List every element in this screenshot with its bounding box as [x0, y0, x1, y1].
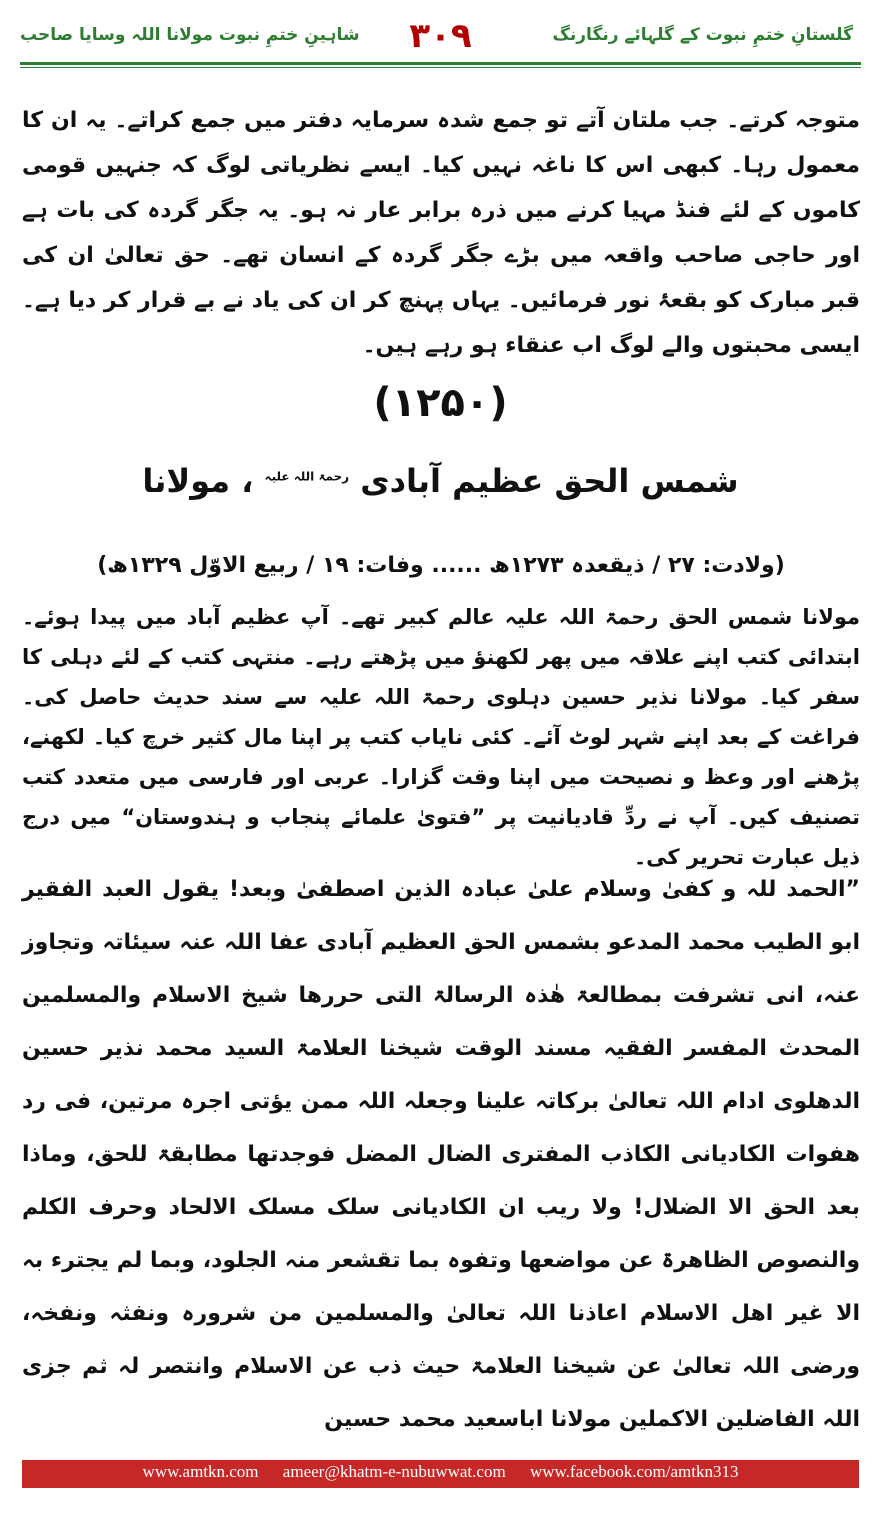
website-link[interactable]: www.amtkn.com	[142, 1462, 259, 1481]
entry-dates: (ولادت: ۲۷ / ذیقعدہ ۱۲۷۳ھ ...... وفات: ۱۹ / ربیع الاوّل ۱۳۲۹ھ)	[97, 553, 785, 578]
entry-title	[0, 462, 881, 500]
paragraph-biography: مولانا شمس الحق رحمۃ اللہ علیہ عالم کبیر تھے۔ آپ عظیم آباد میں پیدا ہوئے۔ ابتدائی کتب اپنے علاقہ میں پھر لکھنؤ میں پڑھتے رہے۔ منتہی کتب کے لئے دہلی کا سفر کیا۔ مولانا نذیر حسین دہلوی رحمۃ اللہ علیہ سے سند حدیث حاصل کی۔ فراغت کے بعد اپنے شہر لوٹ آئے۔ کئی نایاب کتب پر اپنا مال کثیر خرچ کیا۔ لکھنے، پڑھنے اور وعظ و نصیحت میں اپنا وقت گزارا۔ عربی اور فارسی میں متعدد کتب تصنیف کیں۔ آپ نے ردِّ قادیانیت پر ”فتویٰ علمائے پنجاب و ہندوستان“ میں درج ذیل عبارت تحریر کی۔	[22, 605, 860, 869]
page-number: ۳۰۹	[409, 16, 472, 56]
paragraph-intro: متوجہ کرتے۔ جب ملتان آتے تو جمع شدہ سرمایہ دفتر میں جمع کراتے۔ یہ ان کا معمول رہا۔ کبھی اس کا ناغہ نہیں کیا۔ ایسے نظریاتی لوگ کہ جنہیں قومی کاموں کے لئے فنڈ مہیا کرنے میں ذرہ برابر عار نہ ہو۔ یہ جگر گردہ کی بات ہے اور حاجی صاحب واقعہ میں بڑے جگر گردہ کے انسان تھے۔ حق تعالیٰ ان کی قبر مبارک کو بقعۂ نور فرمائیں۔ یہاں پہنچ کر ان کی یاد نے بے قرار کر دیا ہے۔ ایسی محبتوں والے لوگ اب عنقاء ہو رہے ہیں۔	[22, 108, 860, 358]
email-link[interactable]: ameer@khatm-e-nubuwwat.com	[282, 1462, 506, 1481]
honorific: رحمۃ اللہ علیہ	[264, 469, 350, 484]
book-title: گلستانِ ختمِ نبوت کے گلہائے رنگارنگ	[552, 25, 853, 45]
entry-name: شمس الحق عظیم آبادی	[360, 462, 739, 500]
entry-number: (۱۲۵۰)	[373, 380, 508, 426]
footer-bar	[22, 1460, 859, 1488]
entry-title-suffix: ، مولانا	[142, 462, 254, 500]
page-header	[20, 16, 861, 56]
paragraph-arabic-quote: ”الحمد للہ و کفیٰ وسلام علیٰ عبادہ الذین اصطفیٰ وبعد! یقول العبد الفقیر ابو الطیب محمد المدعو بشمس الحق العظیم آبادی عفا اللہ عنہ سیئاتہ وتجاوز عنہ، انی تشرفت بمطالعۃ ھٰذہ الرسالۃ التی حررھا شیخ الاسلام والمسلمین المحدث المفسر الفقیہ مسند الوقت شیخنا العلامۃ السید محمد نذیر حسین الدھلوی ادام اللہ تعالیٰ برکاتہ علینا وجعلہ اللہ ممن یؤتی اجرہ مرتین، فی رد ھفوات الکادیانی الکاذب المفتری الضال المضل فوجدتھا مطابقۃ للحق، وماذا بعد الحق الا الضلال! ولا ریب ان الکادیانی سلک مسلک الالحاد وحرف الکلم والنصوص الظاھرۃ عن مواضعھا وتفوہ بما تقشعر منہ الجلود، وبما لم یجترء بہ الا غیر اھل الاسلام اعاذنا اللہ تعالیٰ والمسلمین من شرورہ ونفثہ ونفخہ، ورضی اللہ تعالیٰ عن شیخنا العلامۃ حیث ذب عن الاسلام وانتصر لہ ثم جزی اللہ الفاضلین الاکملین مولانا اباسعید محمد حسین	[22, 877, 860, 1432]
header-divider-thin	[20, 67, 861, 68]
author-title: شاہینِ ختمِ نبوت مولانا اللہ وسایا صاحب	[20, 25, 360, 45]
footer-links	[22, 1462, 859, 1482]
header-divider	[20, 62, 861, 65]
facebook-link[interactable]: www.facebook.com/amtkn313	[529, 1462, 739, 1481]
